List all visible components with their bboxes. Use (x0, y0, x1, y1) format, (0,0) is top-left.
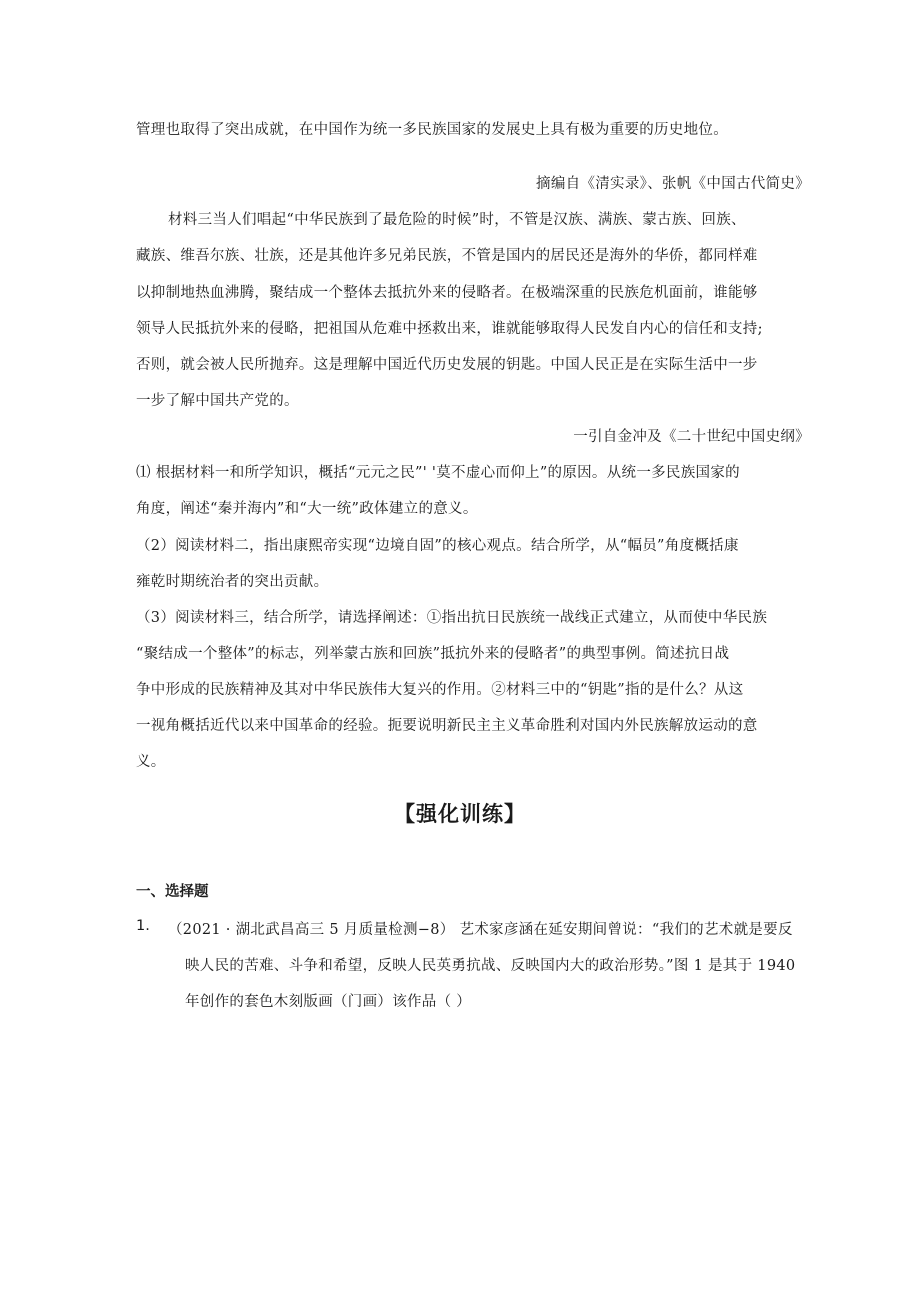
material-three-line: 领导人民抵抗外来的侵略，把祖国从危难中拯救出来，谁就能够取得人民发自内心的信任和支持; (136, 321, 763, 337)
question-1-line: 角度，阐述“秦并海内”和“大一统”政体建立的意义。 (136, 501, 478, 517)
material-three-line: 否则，就会被人民所抛弃。这是理解中国近代历史发展的钥匙。中国人民正是在实际生活中一步 (136, 357, 758, 373)
question-item-line: 年创作的套色木刻版画（门画）该作品（ ） (185, 994, 472, 1010)
question-3-line: “聚结成一个整体”的标志，列举蒙古族和回族”抵抗外来的侵略者”的典型事例。简述抗日战 (136, 646, 730, 662)
question-1-line: ⑴ 根据材料一和所学知识，概括“元元之民”' '莫不虚心而仰上”的原因。从统一多民族国家的 (136, 465, 740, 481)
material-two-last-line: 管理也取得了突出成就，在中国作为统一多民族国家的发展史上具有极为重要的历史地位。 (136, 122, 728, 138)
question-3-line: （3）阅读材料三，结合所学，请选择阐述：①指出抗日民族统一战线正式建立，从而使中华民族 (136, 610, 768, 626)
material-three-line: 一步了解中国共产党的。 (136, 393, 299, 409)
question-number: 1. (136, 918, 150, 934)
question-item-line: （2021 · 湖北武昌高三 5 月质量检测−8） 艺术家彦涵在延安期间曾说：“我们的艺术就是要反 (168, 922, 793, 938)
material-two-source: 摘编自《清实录》、张帆《中国古代简史》 (536, 176, 810, 192)
material-three-line: 以抑制地热血沸腾，聚结成一个整体去抵抗外来的侵略者。在极端深重的民族危机面前，谁能够 (136, 285, 758, 301)
material-three-line: 藏族、维吾尔族、壮族，还是其他许多兄弟民族，不管是国内的居民还是海外的华侨，都同样难 (136, 248, 758, 264)
section-title-choice: 一、选择题 (136, 884, 209, 900)
material-three-line: 材料三当人们唱起“中华民族到了最危险的时候”时，不管是汉族、满族、蒙古族、回族、 (168, 212, 746, 228)
question-2-line: （2）阅读材料二，指出康熙帝实现“边境自固”的核心观点。结合所学，从“幅员”角度概括康 (136, 538, 739, 554)
question-3-line: 一视角概括近代以来中国革命的经验。扼要说明新民主主义革命胜利对国内外民族解放运动的意 (136, 718, 758, 734)
section-heading: 【强化训练】 (394, 802, 526, 826)
material-three-source: 一引自金冲及《二十世纪中国史纲》 (573, 429, 810, 445)
question-3-line: 争中形成的民族精神及其对中华民族伟大复兴的作用。②材料三中的“钥匙”指的是什么？从这 (136, 682, 744, 698)
question-3-line: 义。 (136, 754, 166, 770)
question-2-line: 雍乾时期统治者的突出贡献。 (136, 574, 329, 590)
question-item-line: 映人民的苦难、斗争和希望，反映人民英勇抗战、反映国内大的政治形势。”图 1 是其于 1940 (185, 958, 796, 974)
